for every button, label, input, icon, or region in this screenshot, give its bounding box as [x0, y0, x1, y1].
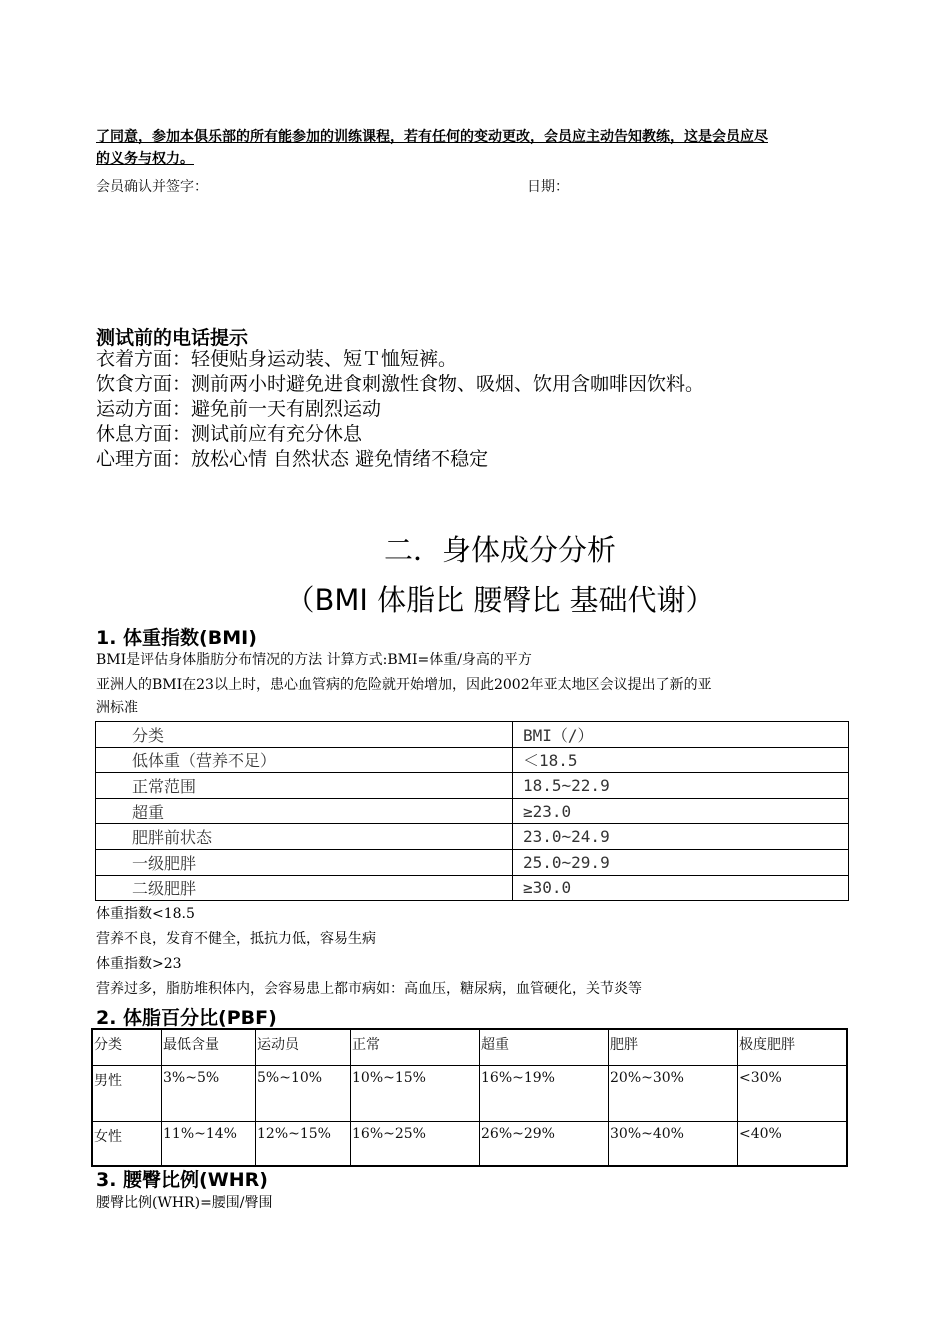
section-subtitle: （BMI 体脂比 腰臀比 基础代谢） [285, 583, 715, 617]
table-row [96, 875, 849, 901]
table-cell: 23.0~24.9 [513, 824, 849, 850]
bmi-desc-3: 洲标准 [96, 700, 138, 716]
tip-item: 饮食方面：测前两小时避免进食刺激性食物、吸烟、饮用含咖啡因饮料。 [96, 373, 705, 395]
table-header-cell: 运动员 [256, 1029, 351, 1066]
tip-item: 运动方面：避免前一天有剧烈运动 [96, 398, 382, 420]
bmi-note-4: 营养过多，脂肪堆积体内，会容易患上都市病如：高血压，糖尿病，血管硬化，关节炎等 [96, 981, 642, 997]
table-cell: 3%~5% [162, 1066, 256, 1122]
table-cell: 30%~40% [609, 1122, 738, 1167]
table-cell: 25.0~29.9 [513, 849, 849, 875]
table-cell: ＜18.5 [513, 747, 849, 773]
bmi-desc-2: 亚洲人的BMI在23以上时，患心血管病的危险就开始增加，因此2002年亚太地区会议提出了新的亚 [96, 677, 712, 693]
table-cell: 男性 [92, 1066, 162, 1122]
table-row [92, 1122, 847, 1167]
agreement-text [96, 126, 852, 170]
table-cell: 10%~15% [351, 1066, 480, 1122]
table-header-cell: 分类 [96, 722, 513, 748]
table-header-cell: 分类 [92, 1029, 162, 1066]
tips-title: 测试前的电话提示 [96, 327, 249, 349]
table-cell: 16%~25% [351, 1122, 480, 1167]
table-cell: 超重 [96, 798, 513, 824]
bmi-note-1: 体重指数<18.5 [96, 906, 195, 922]
table-cell: <30% [738, 1066, 848, 1122]
whr-formula: 腰臀比例(WHR)=腰围/臀围 [96, 1195, 273, 1211]
table-header-cell: 最低含量 [162, 1029, 256, 1066]
tip-item: 心理方面：放松心情 自然状态 避免情绪不稳定 [96, 448, 489, 470]
pbf-heading: 2. 体脂百分比(PBF) [96, 1007, 277, 1029]
table-cell: 11%~14% [162, 1122, 256, 1167]
bmi-heading: 1. 体重指数(BMI) [96, 627, 257, 649]
table-cell: 正常范围 [96, 773, 513, 799]
bmi-note-2: 营养不良，发育不健全，抵抗力低，容易生病 [96, 931, 376, 947]
table-header-cell: BMI（/） [513, 722, 849, 748]
table-cell: 18.5~22.9 [513, 773, 849, 799]
table-cell: 12%~15% [256, 1122, 351, 1167]
table-header-cell: 极度肥胖 [738, 1029, 848, 1066]
table-cell: <40% [738, 1122, 848, 1167]
pbf-table [91, 1028, 848, 1167]
table-header-cell: 正常 [351, 1029, 480, 1066]
table-cell: 5%~10% [256, 1066, 351, 1122]
agreement-line-1: 了同意，参加本俱乐部的所有能参加的训练课程，若有任何的变动更改，会员应主动告知教练，这是会员应尽 [96, 129, 768, 145]
table-row [92, 1066, 847, 1122]
tips-list [96, 347, 704, 472]
table-header-row [92, 1029, 847, 1066]
agreement-line-2: 的义务与权力。 [96, 151, 194, 167]
table-cell: ≥23.0 [513, 798, 849, 824]
whr-heading: 3. 腰臀比例(WHR) [96, 1169, 268, 1191]
table-header-row [96, 722, 849, 748]
table-row [96, 849, 849, 875]
bmi-desc-1: BMI是评估身体脂肪分布情况的方法 计算方式:BMI=体重/身高的平方 [96, 652, 532, 668]
table-cell: 肥胖前状态 [96, 824, 513, 850]
table-row [96, 747, 849, 773]
bmi-table [95, 721, 849, 901]
bmi-note-3: 体重指数>23 [96, 956, 182, 972]
date-label: 日期： [527, 179, 569, 195]
table-cell: 26%~29% [480, 1122, 609, 1167]
table-cell: ≥30.0 [513, 875, 849, 901]
table-header-cell: 肥胖 [609, 1029, 738, 1066]
tip-item: 休息方面：测试前应有充分休息 [96, 423, 363, 445]
table-header-cell: 超重 [480, 1029, 609, 1066]
table-cell: 低体重（营养不足） [96, 747, 513, 773]
table-cell: 二级肥胖 [96, 875, 513, 901]
tip-item: 衣着方面：轻便贴身运动装、短Ｔ恤短裤。 [96, 348, 458, 370]
section-title: 二．身体成分分析 [383, 533, 616, 567]
table-cell: 16%~19% [480, 1066, 609, 1122]
table-row [96, 824, 849, 850]
member-signature-label: 会员确认并签字： [96, 179, 208, 195]
table-cell: 一级肥胖 [96, 849, 513, 875]
table-cell: 女性 [92, 1122, 162, 1167]
table-cell: 20%~30% [609, 1066, 738, 1122]
table-row [96, 773, 849, 799]
table-row [96, 798, 849, 824]
